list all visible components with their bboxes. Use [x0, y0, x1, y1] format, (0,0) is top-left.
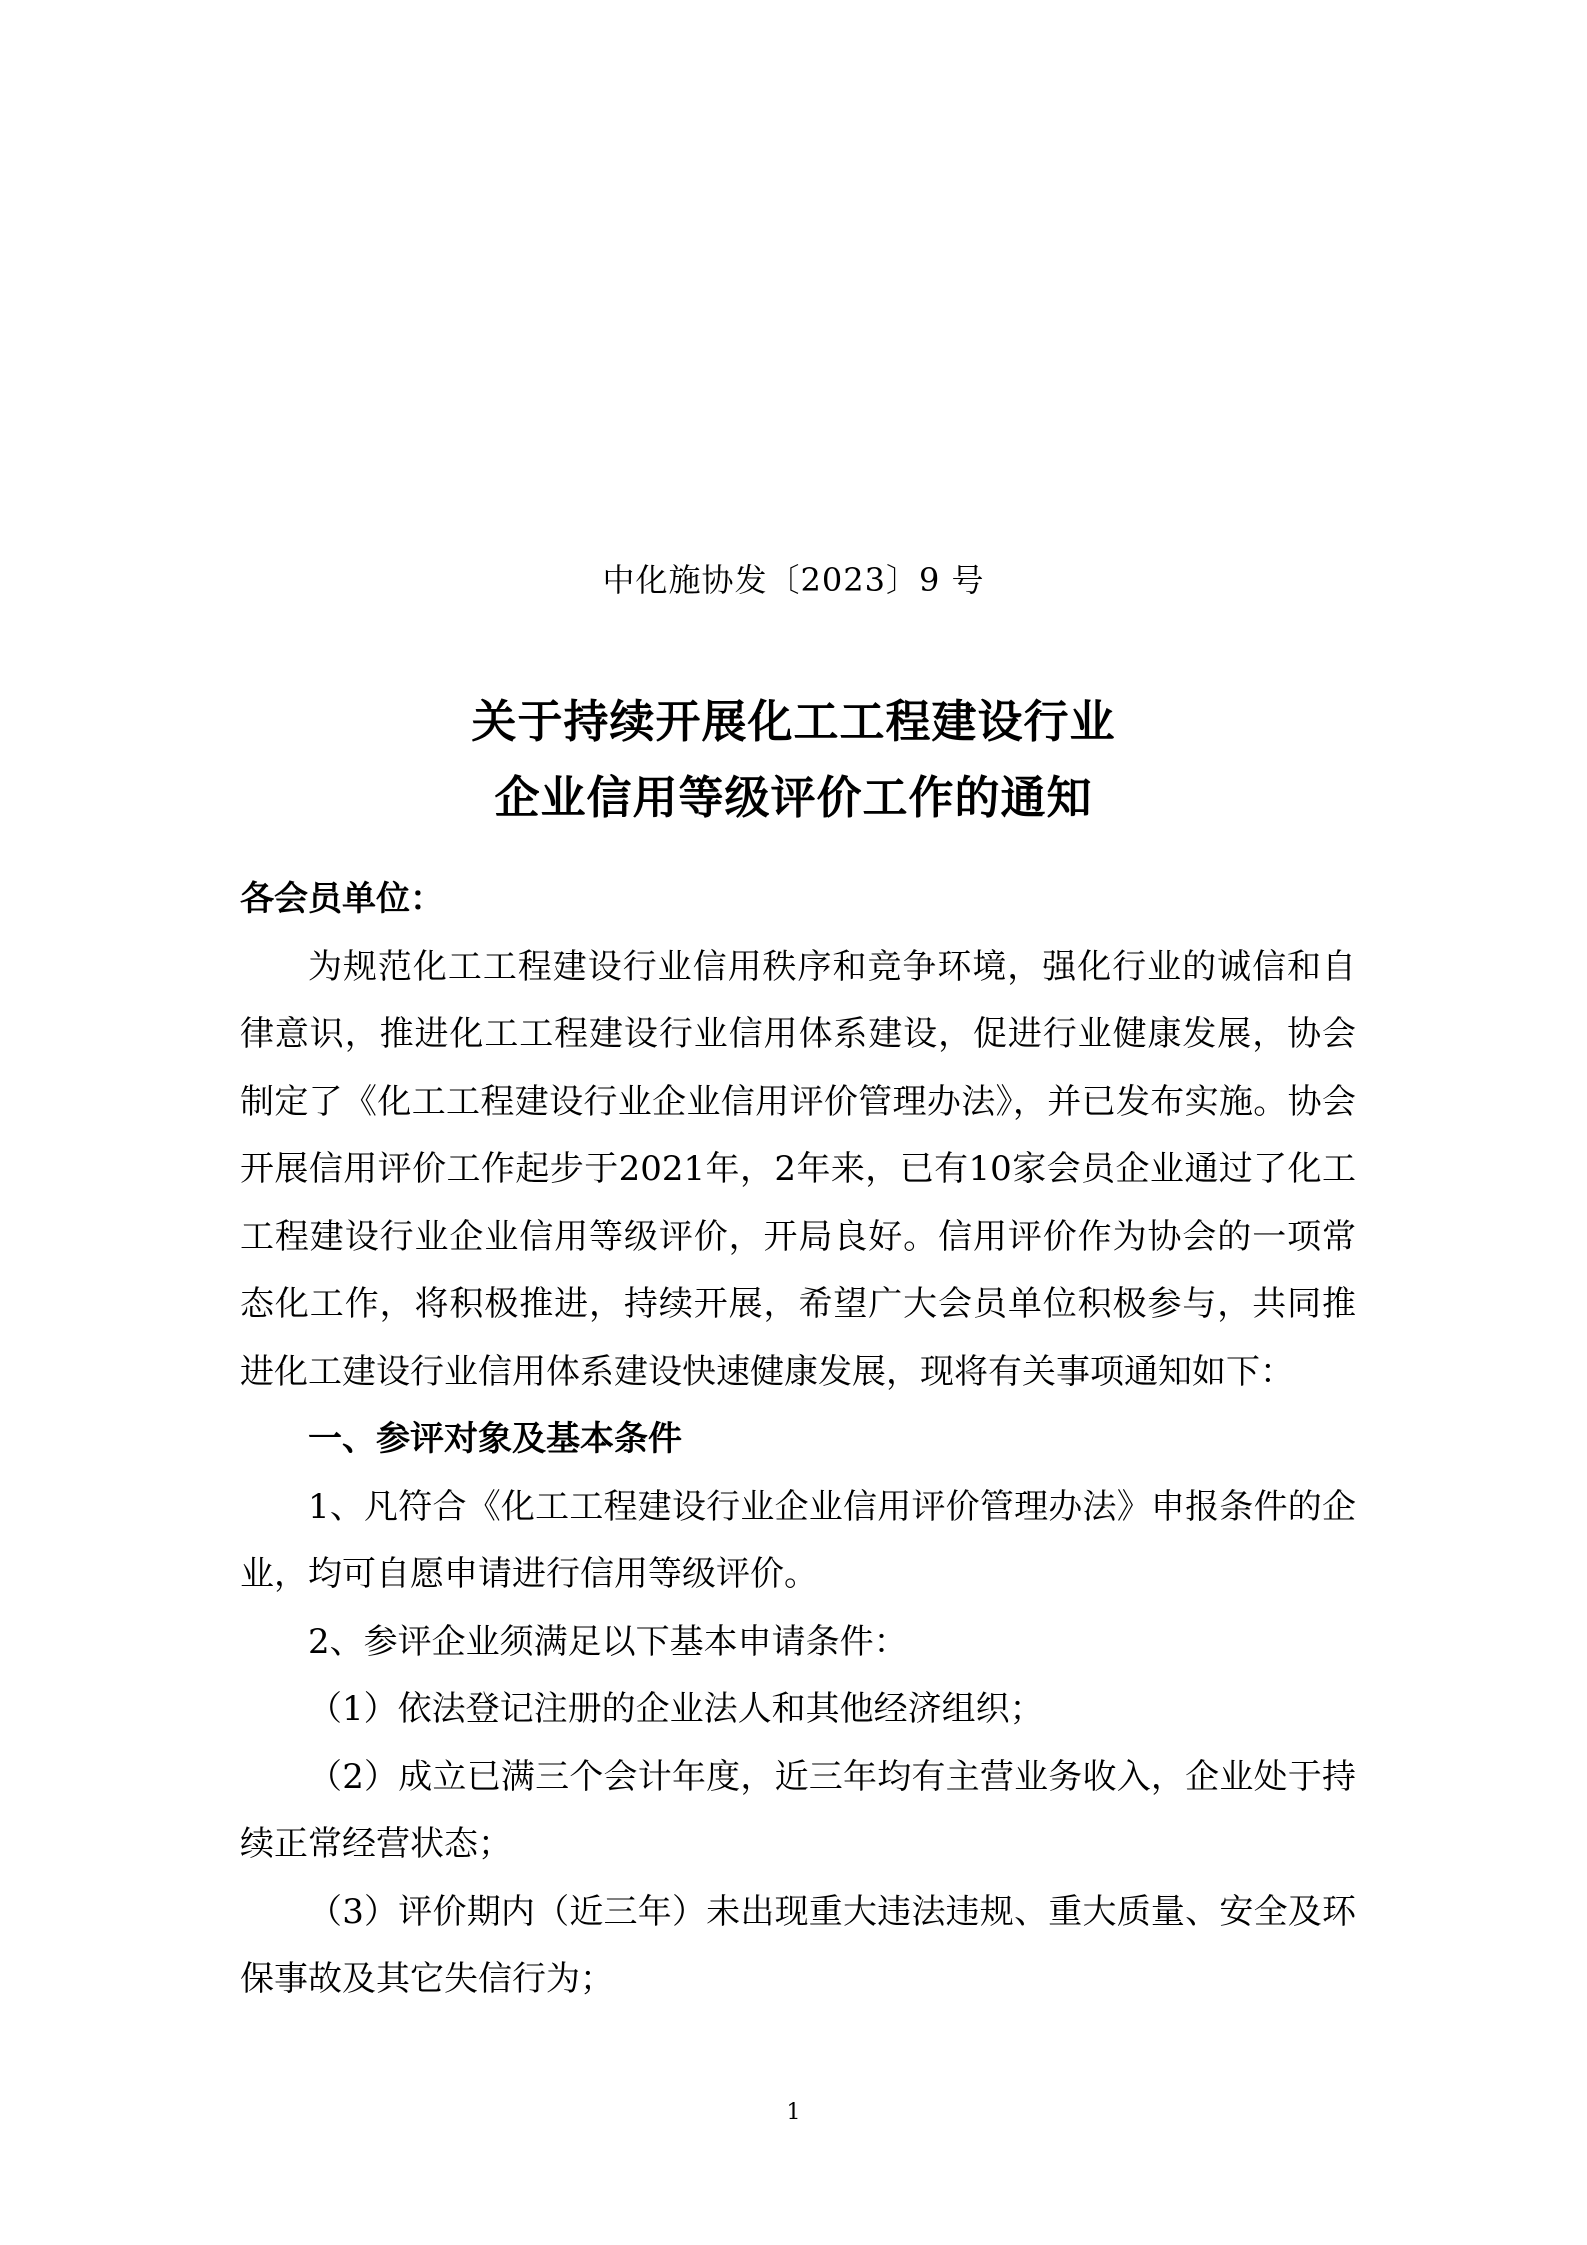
item-1-paragraph: 1、凡符合《化工工程建设行业企业信用评价管理办法》申报条件的企业，均可自愿申请进行信用等级评价。: [240, 1486, 1356, 1594]
page-number: 1: [786, 2100, 801, 2125]
document-number: 中化施协发〔2023〕9 号: [602, 561, 985, 599]
title-line-2: 企业信用等级评价工作的通知: [494, 771, 1093, 824]
salutation: 各会员单位：: [240, 879, 444, 919]
document-body: [240, 866, 1356, 2014]
condition-2-paragraph: （2）成立已满三个会计年度，近三年均有主营业务收入，企业处于持续正常经营状态；: [240, 1756, 1356, 1864]
section-heading-1: 一、参评对象及基本条件: [308, 1419, 682, 1459]
item-2-paragraph: 2、参评企业须满足以下基本申请条件：: [308, 1621, 908, 1662]
title-line-1: 关于持续开展化工工程建设行业: [471, 695, 1116, 748]
condition-3-paragraph: （3）评价期内（近三年）未出现重大违法违规、重大质量、安全及环保事故及其它失信行为；: [240, 1891, 1356, 1999]
document-title: [0, 684, 1587, 836]
condition-1-paragraph: （1）依法登记注册的企业法人和其他经济组织；: [308, 1689, 1044, 1729]
intro-paragraph: 为规范化工工程建设行业信用秩序和竞争环境，强化行业的诚信和自律意识，推进化工工程建设行业信用体系建设，促进行业健康发展，协会制定了《化工工程建设行业企业信用评价管理办法》，并已发布实施。协会开展信用评价工作起步于2021年，2年来，已有10家会员企业通过了化工工程建设行业企业信用等级评价，开局良好。信用评价作为协会的一项常态化工作，将积极推进，持续开展，希望广大会员单位积极参与，共同推进化工建设行业信用体系建设快速健康发展，现将有关事项通知如下：: [240, 946, 1356, 1392]
